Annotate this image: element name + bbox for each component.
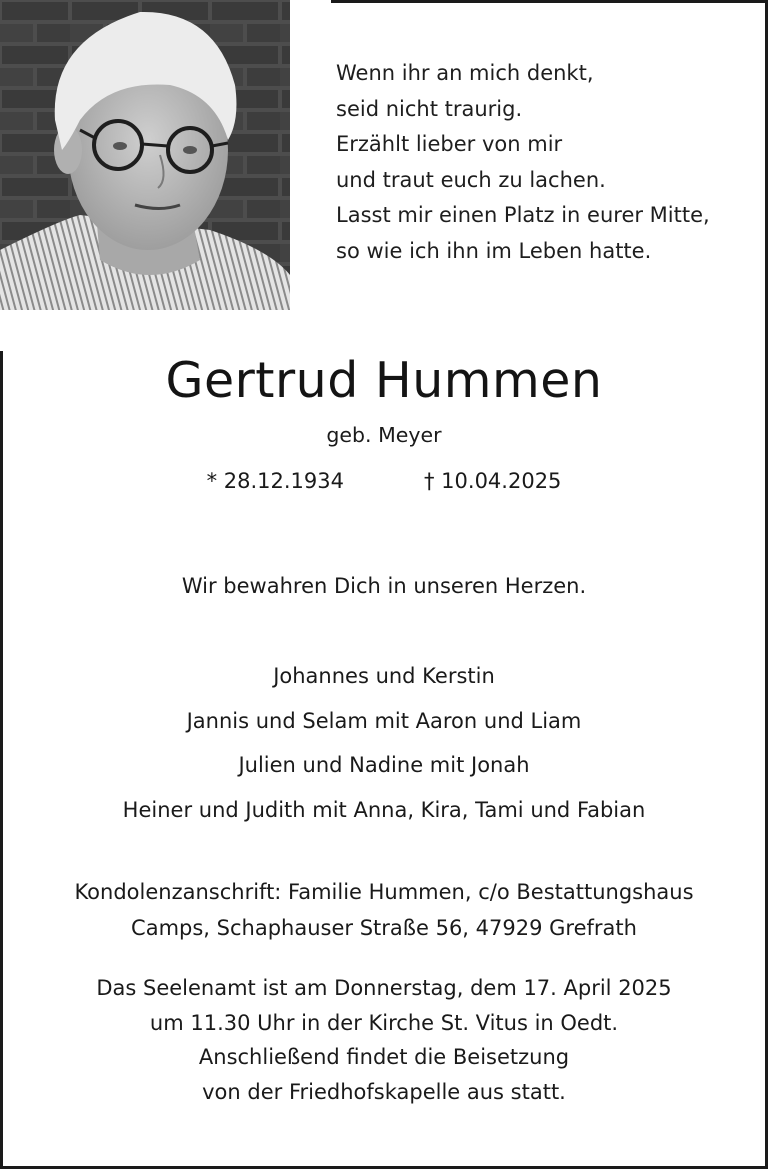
poem-line: Wenn ihr an mich denkt, — [336, 61, 594, 85]
service-line: Anschließend findet die Beisetzung — [198, 1045, 570, 1069]
mourner-line: Julien und Nadine mit Jonah — [238, 753, 530, 777]
mourner-line: Heiner und Judith mit Anna, Kira, Tami und Fabian — [122, 797, 646, 822]
poem-line: Lasst mir einen Platz in eurer Mitte, — [336, 203, 710, 227]
service-line: von der Friedhofskapelle aus statt. — [202, 1079, 566, 1104]
birth-date: * 28.12.1934 — [206, 469, 344, 493]
maiden-name: geb. Meyer — [326, 423, 442, 447]
poem-line: Erzählt lieber von mir — [336, 132, 563, 156]
death-date: † 10.04.2025 — [424, 469, 562, 493]
service-info — [0, 971, 768, 1109]
portrait-photo — [0, 0, 290, 310]
service-line: Das Seelenamt ist am Donnerstag, dem 17. April 2025 — [96, 976, 672, 1000]
deceased-name: Gertrud Hummen — [165, 352, 603, 409]
address-line: Camps, Schaphauser Straße 56, 47929 Grefrath — [131, 916, 637, 940]
poem — [336, 56, 756, 269]
poem-line: so wie ich ihn im Leben hatte. — [336, 238, 652, 263]
poem-line: und traut euch zu lachen. — [336, 167, 606, 192]
service-line: um 11.30 Uhr in der Kirche St. Vitus in Oedt. — [149, 1010, 619, 1035]
portrait-image — [0, 0, 290, 310]
mourner-line: Jannis und Selam mit Aaron und Liam — [186, 708, 582, 733]
mourners-list — [0, 654, 768, 832]
frame-border-top — [331, 0, 768, 3]
mourner-line: Johannes und Kerstin — [273, 664, 495, 688]
life-dates — [0, 465, 768, 497]
poem-line: seid nicht traurig. — [336, 96, 523, 121]
address-line: Kondolenzanschrift: Familie Hummen, c/o Bestattungshaus — [74, 880, 694, 904]
condolence-address — [0, 874, 768, 946]
motto: Wir bewahren Dich in unseren Herzen. — [181, 574, 587, 598]
